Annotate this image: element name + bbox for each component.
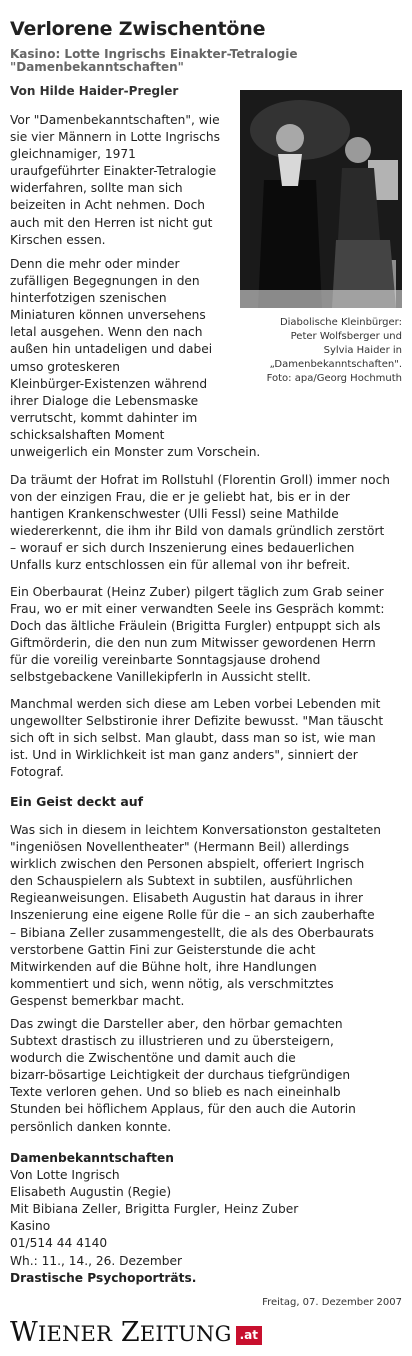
text-line: Texte verloren gehen. Und so blieb es nach eineinhalb: [10, 1085, 341, 1100]
text-line: Giftmörderin, die den nun zum Mitwisser gewordenen Herrn: [10, 636, 376, 651]
text-line: Da träumt der Hofrat im Rollstuhl (Florentin Groll) immer noch: [10, 473, 391, 487]
text-line: Miniaturen können unversehens: [10, 308, 206, 323]
info-tagline: Drastische Psychoporträts.: [10, 1270, 197, 1285]
text-line: Inszenierung eine eigene Rolle für die – an sich zauberhafte: [10, 908, 375, 923]
paragraph-7: [10, 1016, 356, 1136]
text-line: Was sich in diesem in leichtem Konversationston gestalteten: [10, 823, 382, 837]
text-line: den Schauspielern als Subtext in subtilen, ausführlichen: [10, 874, 353, 889]
text-line: selbstgebackene Vanillekipferln in Aussicht stellt.: [10, 670, 311, 685]
paragraph-4: [10, 584, 385, 687]
text-line: wiedererkennt, die ihm ihr Bild von damals gründlich zerstört: [10, 524, 385, 539]
text-line: Manchmal werden sich diese am Leben vorbei Lebenden mit: [10, 697, 381, 711]
text-line: – Bibiana Zeller zusammengestellt, die als des Oberbaurats: [10, 925, 374, 940]
text-line: beizeiten in Acht nehmen. Doch: [10, 198, 206, 213]
text-line: Gespenst bemerkbar macht.: [10, 993, 185, 1008]
logo-letters: IENER: [37, 1322, 113, 1346]
text-line: von der einzigen Frau, die er je geliebt hat, bis er in der: [10, 490, 350, 505]
text-line: umso groteskeren: [10, 359, 120, 374]
text-line: zufälligen Begegnungen in den: [10, 274, 200, 289]
paragraph-3: [10, 472, 390, 575]
photo-caption: [240, 316, 402, 386]
text-line: Kirschen essen.: [10, 232, 106, 247]
caption-line: Foto: apa/Georg Hochmuth: [266, 373, 402, 384]
text-line: Doch das ältliche Fräulein (Brigitta Furgler) entpuppt sich als: [10, 619, 381, 634]
text-line: Regieanweisungen. Elisabeth Augustin hat daraus in ihrer: [10, 891, 363, 906]
text-line: verrutscht, kommt dahinter im: [10, 410, 198, 425]
text-line: Unfalls kurz entschlossen ein für allemal von ihr befreit.: [10, 558, 351, 573]
text-line: gleichnamiger, 1971: [10, 147, 136, 162]
text-line: "ingeniösen Novellentheater" (Hermann Beil) allerdings: [10, 840, 350, 855]
text-line: ungewollter Selbstironie ihrer Defizite bewusst. "Man täuscht: [10, 714, 384, 729]
info-line: Kasino: [10, 1219, 51, 1234]
text-line: uraufgeführter Einakter-Tetralogie: [10, 164, 217, 179]
stage-photo-graphic: [240, 90, 402, 308]
text-line: unweigerlich ein Monster zum Vorschein.: [10, 445, 261, 460]
stage-photo: [240, 90, 402, 308]
text-line: ihrer Dialoge die Lebensmaske: [10, 393, 199, 408]
caption-line: „Damenbekanntschaften".: [269, 359, 402, 370]
text-line: Ein Oberbaurat (Heinz Zuber) pilgert täglich zum Grab seiner: [10, 585, 384, 599]
text-line: für die voreilig vereinbarte Sonntagsjause drohend: [10, 653, 321, 668]
info-line: 01/514 44 4140: [10, 1236, 108, 1251]
text-line: Vor "Damenbekanntschaften", wie: [10, 113, 220, 127]
text-line: Subtext drastisch zu illustrieren und zu übersteigern,: [10, 1034, 334, 1049]
text-line: kommentiert und sich, wenn nötig, als verschmitztes: [10, 976, 334, 991]
text-line: verstorbene Gattin Fini zur Geisterstunde die acht: [10, 942, 316, 957]
wiener-zeitung-logo[interactable]: [10, 1318, 262, 1348]
text-line: ist. Und in Wirklichkeit ist man ganz anders", sinniert der: [10, 748, 358, 763]
text-line: schicksalshaften Moment: [10, 427, 165, 442]
text-line: sie vier Männern in Lotte Ingrischs: [10, 130, 220, 145]
paragraph-6: [10, 822, 381, 1010]
logo-letters: EITUNG: [139, 1322, 232, 1346]
text-line: außen hin untadeligen und dabei: [10, 342, 213, 357]
text-line: Kleinbürger-Existenzen während: [10, 376, 208, 391]
article-subtitle: [10, 48, 400, 74]
production-info: [10, 1150, 298, 1287]
caption-line: Peter Wolfsberger und: [290, 331, 402, 342]
info-line: Wh.: 11., 14., 26. Dezember: [10, 1253, 183, 1268]
text-line: auch mit den Herren ist nicht gut: [10, 215, 213, 230]
text-line: Fotograf.: [10, 765, 64, 780]
text-line: Mitwirkenden auf die Bühne holt, ihre Handlungen: [10, 959, 317, 974]
publication-date: Freitag, 07. Dezember 2007: [262, 1297, 402, 1308]
text-line: Denn die mehr oder minder: [10, 257, 180, 271]
text-line: persönlich danken konnte.: [10, 1119, 172, 1134]
article-title: Verlorene Zwischentöne: [10, 18, 266, 40]
info-line: Mit Bibiana Zeller, Brigitta Furgler, Heinz Zuber: [10, 1202, 299, 1217]
caption-line: Sylvia Haider in: [323, 345, 402, 356]
text-line: Frau, wo er mit einer verwandten Seele ins Gespräch kommt:: [10, 602, 385, 617]
paragraph-5: [10, 696, 383, 781]
text-line: sich oft in sich selbst. Man glaubt, dass man so ist, wie man: [10, 731, 376, 746]
paragraph-2: [10, 256, 260, 461]
logo-at-badge: .at: [236, 1326, 262, 1345]
text-line: hantigen Krankenschwester (Ulli Fessl) seine Mathilde: [10, 507, 339, 522]
section-heading: Ein Geist deckt auf: [10, 794, 144, 809]
text-line: Stunden bei höflichem Applaus, für den auch die Autorin: [10, 1102, 356, 1117]
text-line: wodurch die Zwischentöne und damit auch die: [10, 1051, 296, 1066]
text-line: bizarr-bösartige Leichtigkeit der durchaus tiefgründigen: [10, 1068, 351, 1083]
subtitle-line: Kasino: Lotte Ingrischs Einakter-Tetralogie: [10, 47, 298, 61]
logo-letter: W: [10, 1317, 38, 1348]
logo-wordmark: [10, 1319, 232, 1348]
info-heading: Damenbekanntschaften: [10, 1151, 174, 1165]
byline: Von Hilde Haider-Pregler: [10, 84, 179, 98]
paragraph-1: [10, 112, 220, 249]
info-line: Elisabeth Augustin (Regie): [10, 1185, 172, 1200]
caption-line: Diabolische Kleinbürger:: [279, 317, 402, 328]
text-line: widerfahren, sollte man sich: [10, 181, 183, 196]
text-line: letal ausgehen. Wenn den nach: [10, 325, 203, 340]
text-line: Das zwingt die Darsteller aber, den hörbar gemachten: [10, 1017, 343, 1031]
info-line: Von Lotte Ingrisch: [10, 1168, 120, 1183]
text-line: wirklich zwischen den Personen abspielt, offeriert Ingrisch: [10, 857, 365, 872]
subtitle-line: "Damenbekanntschaften": [10, 60, 184, 74]
text-line: hinterfotzigen szenischen: [10, 291, 167, 306]
logo-letter: Z: [120, 1317, 140, 1348]
text-line: – worauf er sich durch Inszenierung eines bedauerlichen: [10, 541, 355, 556]
